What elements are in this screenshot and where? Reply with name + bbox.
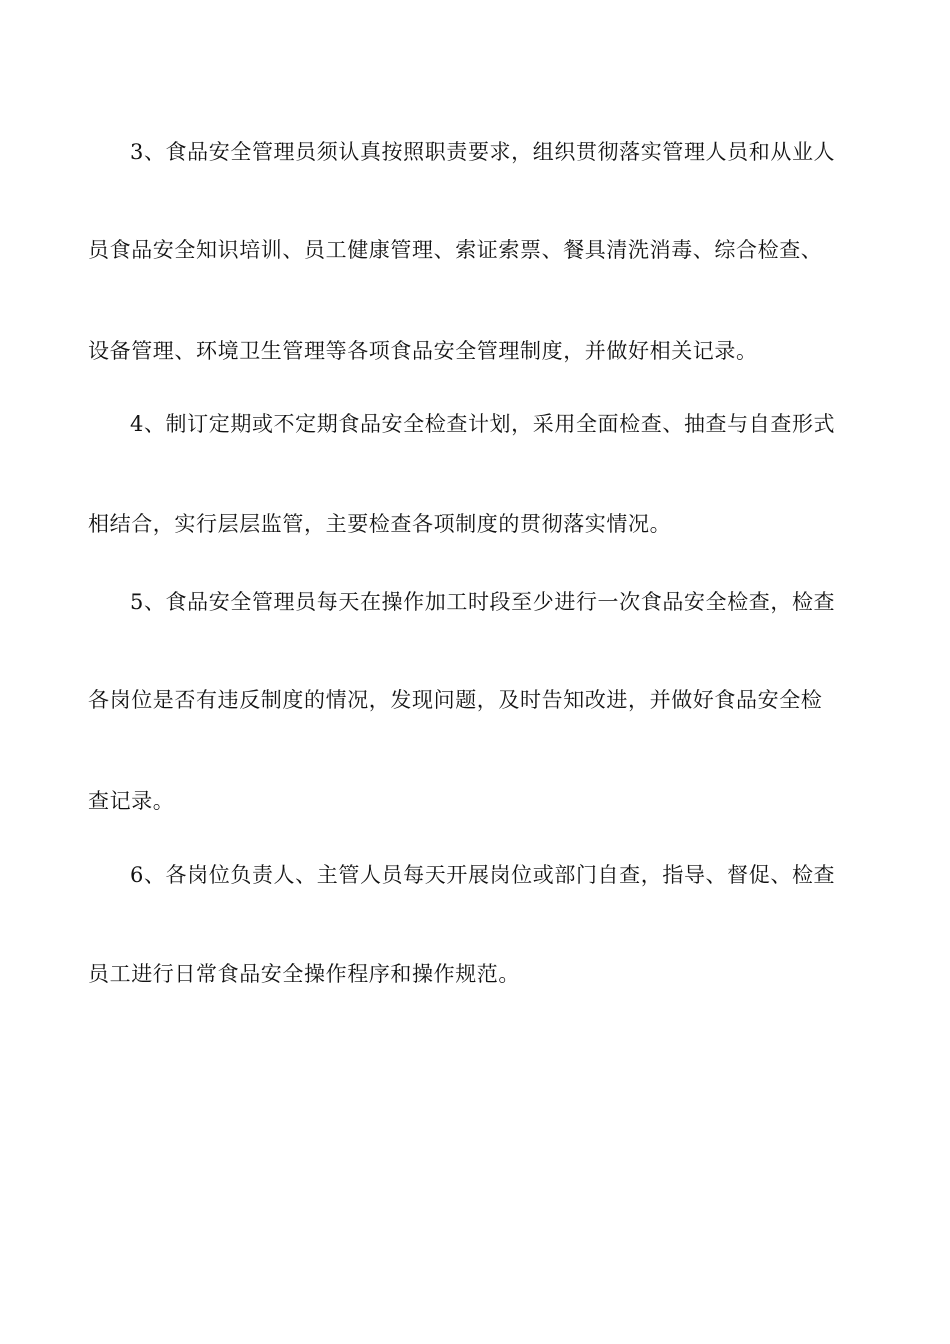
paragraph-5-line-1: 5、食品安全管理员每天在操作加工时段至少进行一次食品安全检查，检查 [130, 590, 836, 614]
paragraph-4-line-1: 4、制订定期或不定期食品安全检查计划，采用全面检查、抽查与自查形式 [130, 412, 836, 436]
paragraph-5-line-3: 查记录。 [88, 789, 175, 813]
paragraph-6-line-1: 6、各岗位负责人、主管人员每天开展岗位或部门自查，指导、督促、检查 [130, 863, 836, 887]
paragraph-3-line-2: 员食品安全知识培训、员工健康管理、索证索票、餐具清洗消毒、综合检查、 [88, 238, 823, 262]
paragraph-5-line-2: 各岗位是否有违反制度的情况，发现问题，及时告知改进，并做好食品安全检 [88, 688, 823, 712]
paragraph-6-line-2: 员工进行日常食品安全操作程序和操作规范。 [88, 962, 520, 986]
paragraph-3-line-3: 设备管理、环境卫生管理等各项食品安全管理制度，并做好相关记录。 [88, 339, 758, 363]
paragraph-3-line-1: 3、食品安全管理员须认真按照职责要求，组织贯彻落实管理人员和从业人 [130, 140, 836, 164]
paragraph-4-line-2: 相结合，实行层层监管，主要检查各项制度的贯彻落实情况。 [88, 512, 672, 536]
